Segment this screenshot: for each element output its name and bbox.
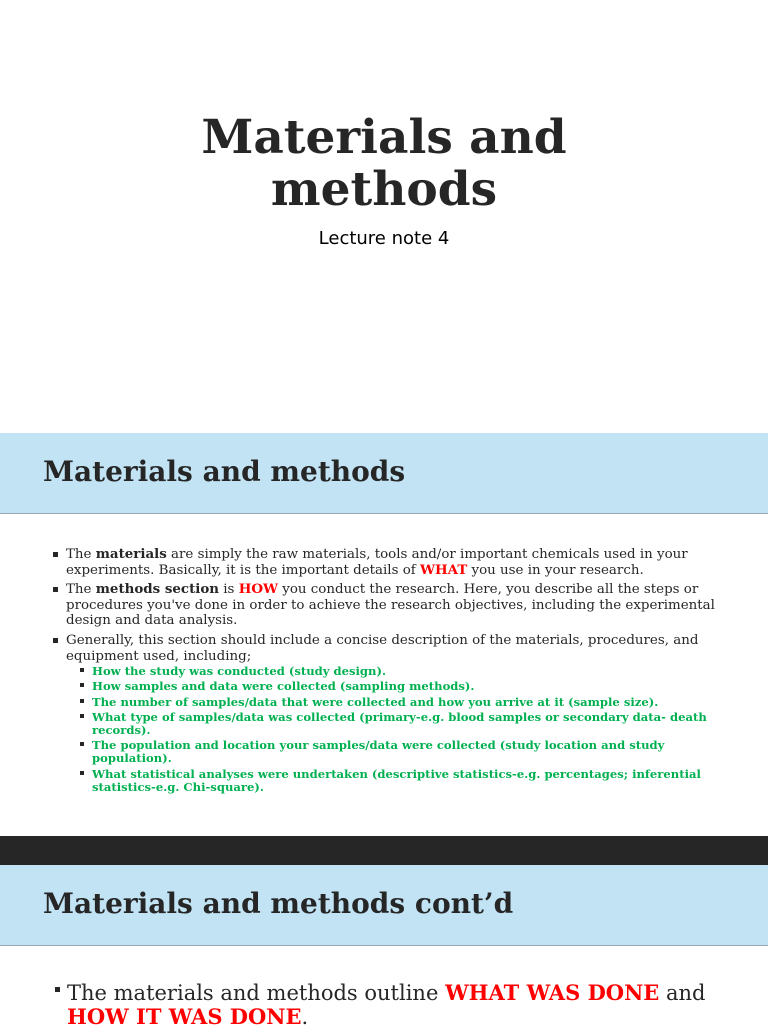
slide-header-band [0,433,768,514]
text-run: you conduct the research. Here, you describe all the steps or procedures you've done in order to achieve the research objectives, including the experimental design and data analysis. [66,582,715,629]
text-run: Generally, this section should include a concise description of the materials, procedures, and equipment used, including; [66,632,699,664]
text-run: are simply the raw materials, tools and/or important chemicals used in your experiments. Basically, it is the important details of [66,547,688,578]
bullet-list [54,981,738,1029]
bullet-materials [52,547,740,578]
text-run: The [66,547,96,562]
sub-bullet: What statistical analyses were undertaken (descriptive statistics-e.g. percentages; inferential statistics-e.g. Chi-square). [66,768,740,794]
bold-term: materials [95,546,167,562]
slide-heading: Materials and methods cont’d [43,887,514,920]
sub-bullet: The population and location your samples/data were collected (study location and study population). [66,739,740,765]
content-slide-1 [0,433,768,836]
slide-divider [0,836,768,865]
slide-title [0,112,768,216]
text-run: The [66,582,96,598]
text-run: . [301,1005,309,1029]
emphasis-red: HOW [238,581,279,598]
slide-header-band [0,865,768,946]
bullet-methods [52,582,740,629]
bullet-list [52,547,740,794]
slide-body [52,547,740,798]
emphasis-red: HOW IT WAS DONE [67,1004,302,1029]
sub-bullet: How samples and data were collected (sampling methods). [66,680,740,693]
emphasis-red: WHAT [419,561,468,578]
text-run: The materials and methods outline [67,981,446,1005]
sub-bullet: What type of samples/data was collected (primary-e.g. blood samples or secondary data- death records). [66,711,740,737]
sub-bullet: How the study was conducted (study design). [66,665,740,678]
text-run: is [219,582,239,598]
title-slide [0,0,768,433]
sub-bullet: The number of samples/data that were collected and how you arrive at it (sample size). [66,696,740,709]
slide-subtitle: Lecture note 4 [318,228,450,249]
bullet-outline [54,981,738,1029]
slide-title-text: Materials and methods [201,110,567,217]
sub-bullet-list [66,665,740,794]
slide-body [54,981,738,1029]
bullet-generally [52,633,740,794]
slide-heading: Materials and methods [43,455,406,488]
content-slide-2 [0,865,768,1029]
emphasis-red: WHAT WAS DONE [445,980,660,1005]
bold-term: methods section [95,581,220,598]
text-run: and [659,981,706,1005]
text-run: you use in your research. [467,562,644,578]
